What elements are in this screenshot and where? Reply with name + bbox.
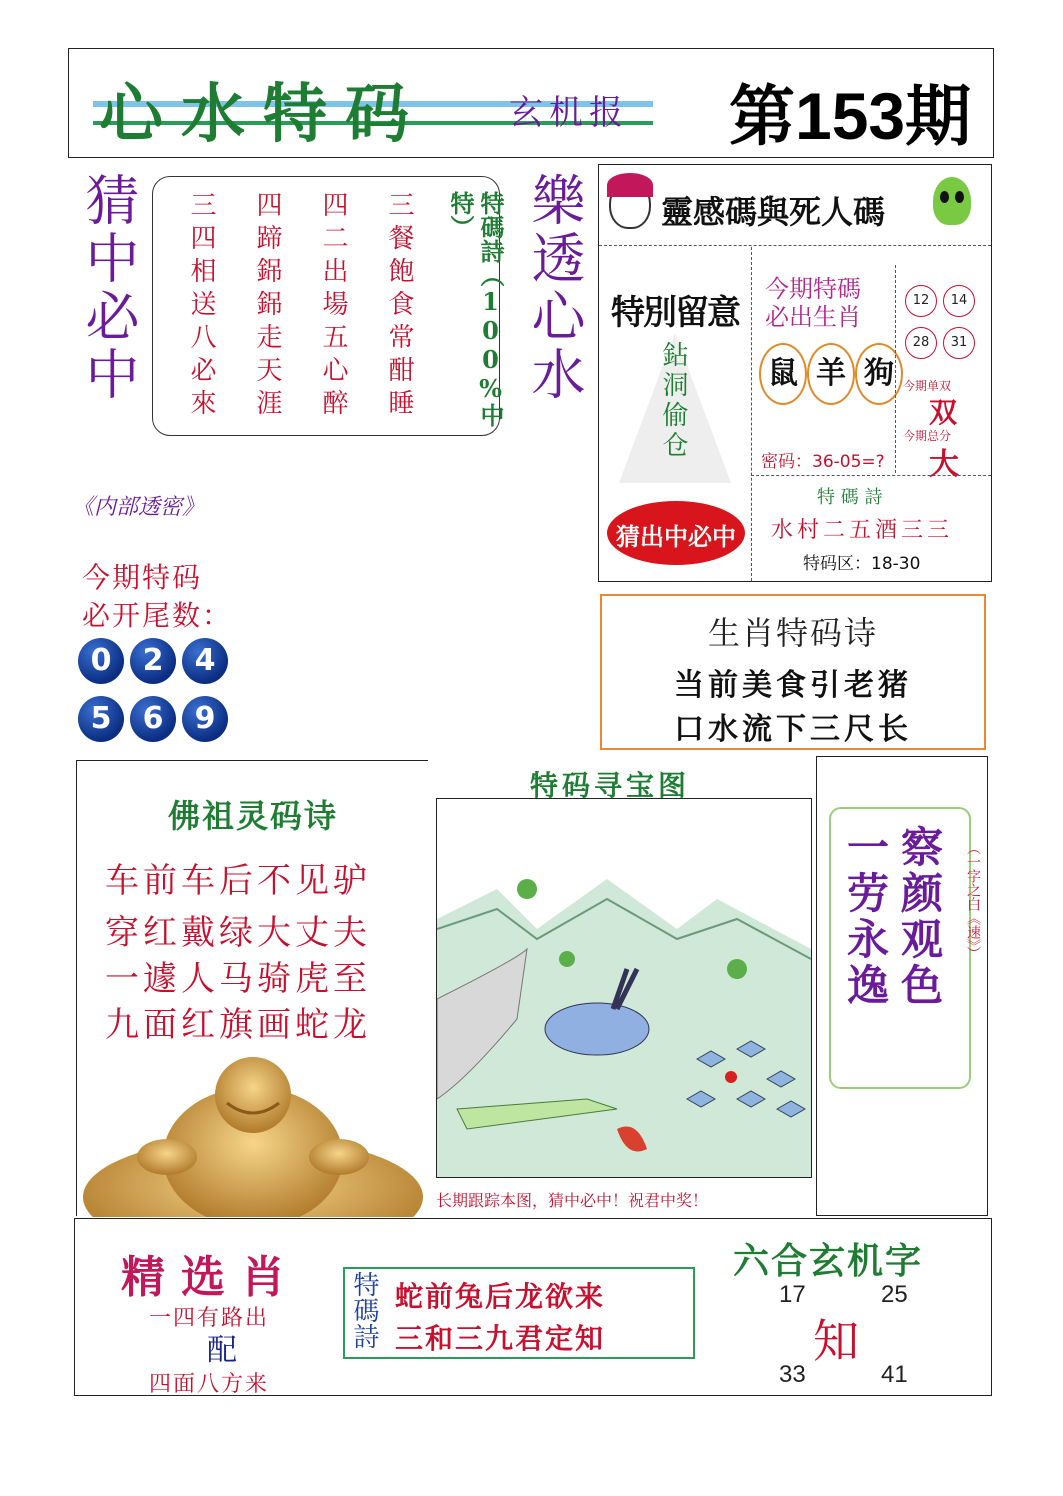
must-zodiac-title-1: 今期特碼: [765, 275, 861, 303]
poem-box: [152, 176, 505, 436]
tail-digit-2: 2: [130, 638, 176, 684]
guess-oval: [607, 501, 745, 565]
buddha-statue-image: [77, 1047, 429, 1217]
treasure-title: 特码寻宝图: [530, 769, 691, 802]
hair-shape: [607, 173, 653, 197]
total-label: 今期总分: [903, 429, 952, 443]
odd-even-label: 今期单双: [903, 379, 952, 393]
xuanji-title: 六合玄机字: [733, 1240, 924, 1282]
xuanji-num-4: 41: [881, 1361, 908, 1388]
face-icon: [609, 179, 651, 229]
buddha-line-4: 九面红旗画蛇龙: [105, 1005, 371, 1045]
bottom-poem-line-2: 三和三九君定知: [395, 1322, 606, 1355]
jingxuan-title: 精选肖: [121, 1252, 301, 1303]
special-notice: 特別留意: [611, 293, 739, 333]
header-box: [68, 48, 994, 158]
page-subtitle: 玄机报: [509, 93, 629, 133]
tail-digit-4: 5: [78, 696, 124, 742]
poem-col-3: 四二出場五心醉: [318, 191, 348, 422]
zodiac-poem-line-1: 当前美食引老猪: [674, 668, 912, 703]
xuanji-char: 知: [813, 1314, 859, 1368]
must-zodiac-title-2: 必出生肖: [765, 303, 861, 331]
tail-digit-1: 0: [78, 638, 124, 684]
buddha-title: 佛祖灵码诗: [167, 797, 338, 835]
treasure-map-frame: [436, 798, 812, 1178]
poem-label: 特碼詩（100%中特）: [446, 191, 505, 427]
jingxuan-line-1: 一四有路出: [149, 1306, 270, 1331]
lucky-number-2: 14: [943, 285, 975, 317]
drill-text: 鉆洞偷仓: [658, 341, 688, 461]
ghost-divider-bottom: [751, 475, 991, 477]
skull-eye-left: [940, 191, 949, 203]
lucky-number-3: 28: [905, 327, 937, 359]
riddle-col-2: 察颜观色: [895, 825, 944, 1009]
ghost-title: 靈感碼與死人碼: [661, 193, 886, 231]
page-title: 心水特码: [99, 77, 427, 152]
riddle-col-1: 一劳永逸: [841, 825, 890, 1009]
bottom-poem-label: 特碼詩: [349, 1271, 379, 1349]
right-banner: 樂透心水: [523, 172, 586, 404]
ghost-vdivider-2: [895, 265, 897, 473]
ghost-poem: 水村二五酒三三: [771, 518, 954, 543]
lucky-number-1: 12: [905, 285, 937, 317]
zodiac-1: 鼠: [759, 343, 807, 405]
bottom-poem-line-1: 蛇前兔后龙欲来: [395, 1280, 606, 1313]
tail-digit-5: 6: [130, 696, 176, 742]
zodiac-poem-box: [600, 594, 986, 750]
poem-frame: [343, 1267, 695, 1359]
zodiac-poem-title: 生肖特码诗: [707, 614, 878, 652]
ghost-divider-top: [599, 245, 991, 247]
zodiac-3: 狗: [855, 343, 903, 405]
tail-line-1: 今期特码: [82, 561, 203, 594]
odd-even-value: 双: [929, 396, 958, 429]
poem-col-4: 三餐飽食常酣睡: [384, 191, 414, 422]
xuanji-num-2: 25: [881, 1281, 908, 1308]
tail-digit-3: 4: [182, 638, 228, 684]
buddha-line-2: 穿红戴绿大丈夫: [105, 913, 371, 953]
riddle-side-note: （一字之白《速》）: [965, 841, 981, 960]
jingxuan-pei: 配: [207, 1333, 237, 1368]
guess-text: 猜出中必中: [616, 523, 736, 551]
bottom-box: [74, 1218, 992, 1396]
buddha-line-1: 车前车后不见驴: [105, 861, 371, 901]
zodiac-poem-line-2: 口水流下三尺长: [674, 712, 912, 747]
jingxuan-line-2: 四面八方来: [149, 1372, 270, 1397]
treasure-footer: 长期跟踪本图，猜中必中！祝君中奖！: [436, 1191, 709, 1210]
ghost-vdivider: [751, 247, 753, 581]
total-value: 大: [929, 447, 959, 482]
skull-icon: [933, 177, 971, 225]
tail-line-2: 必开尾数：: [82, 599, 233, 632]
left-banner: 猜中必中: [77, 172, 140, 404]
treasure-map-illustration: [437, 799, 811, 1177]
issue-number: 第153期: [729, 79, 972, 153]
xuanji-num-3: 33: [779, 1361, 806, 1388]
skull-eye-right: [955, 191, 964, 203]
buddha-line-3: 一遽人马骑虎至: [105, 959, 371, 999]
zodiac-2: 羊: [807, 343, 855, 405]
xuanji-num-1: 17: [779, 1281, 806, 1308]
poem-label-small: 特 碼 詩: [817, 487, 883, 508]
riddle-frame: [816, 756, 988, 1216]
lucky-number-4: 31: [943, 327, 975, 359]
ghost-panel: [598, 164, 992, 582]
tail-digit-6: 9: [182, 696, 228, 742]
inner-secret-title: 《内部透密》: [72, 495, 205, 520]
poem-col-1: 三四相送八必來: [186, 191, 216, 422]
poem-col-2: 四蹄銱銱走天涯: [252, 191, 282, 422]
password-code: 密码：36-05=?: [761, 452, 885, 472]
special-range: 特码区：18-30: [803, 554, 921, 574]
buddha-box: [76, 760, 428, 1216]
